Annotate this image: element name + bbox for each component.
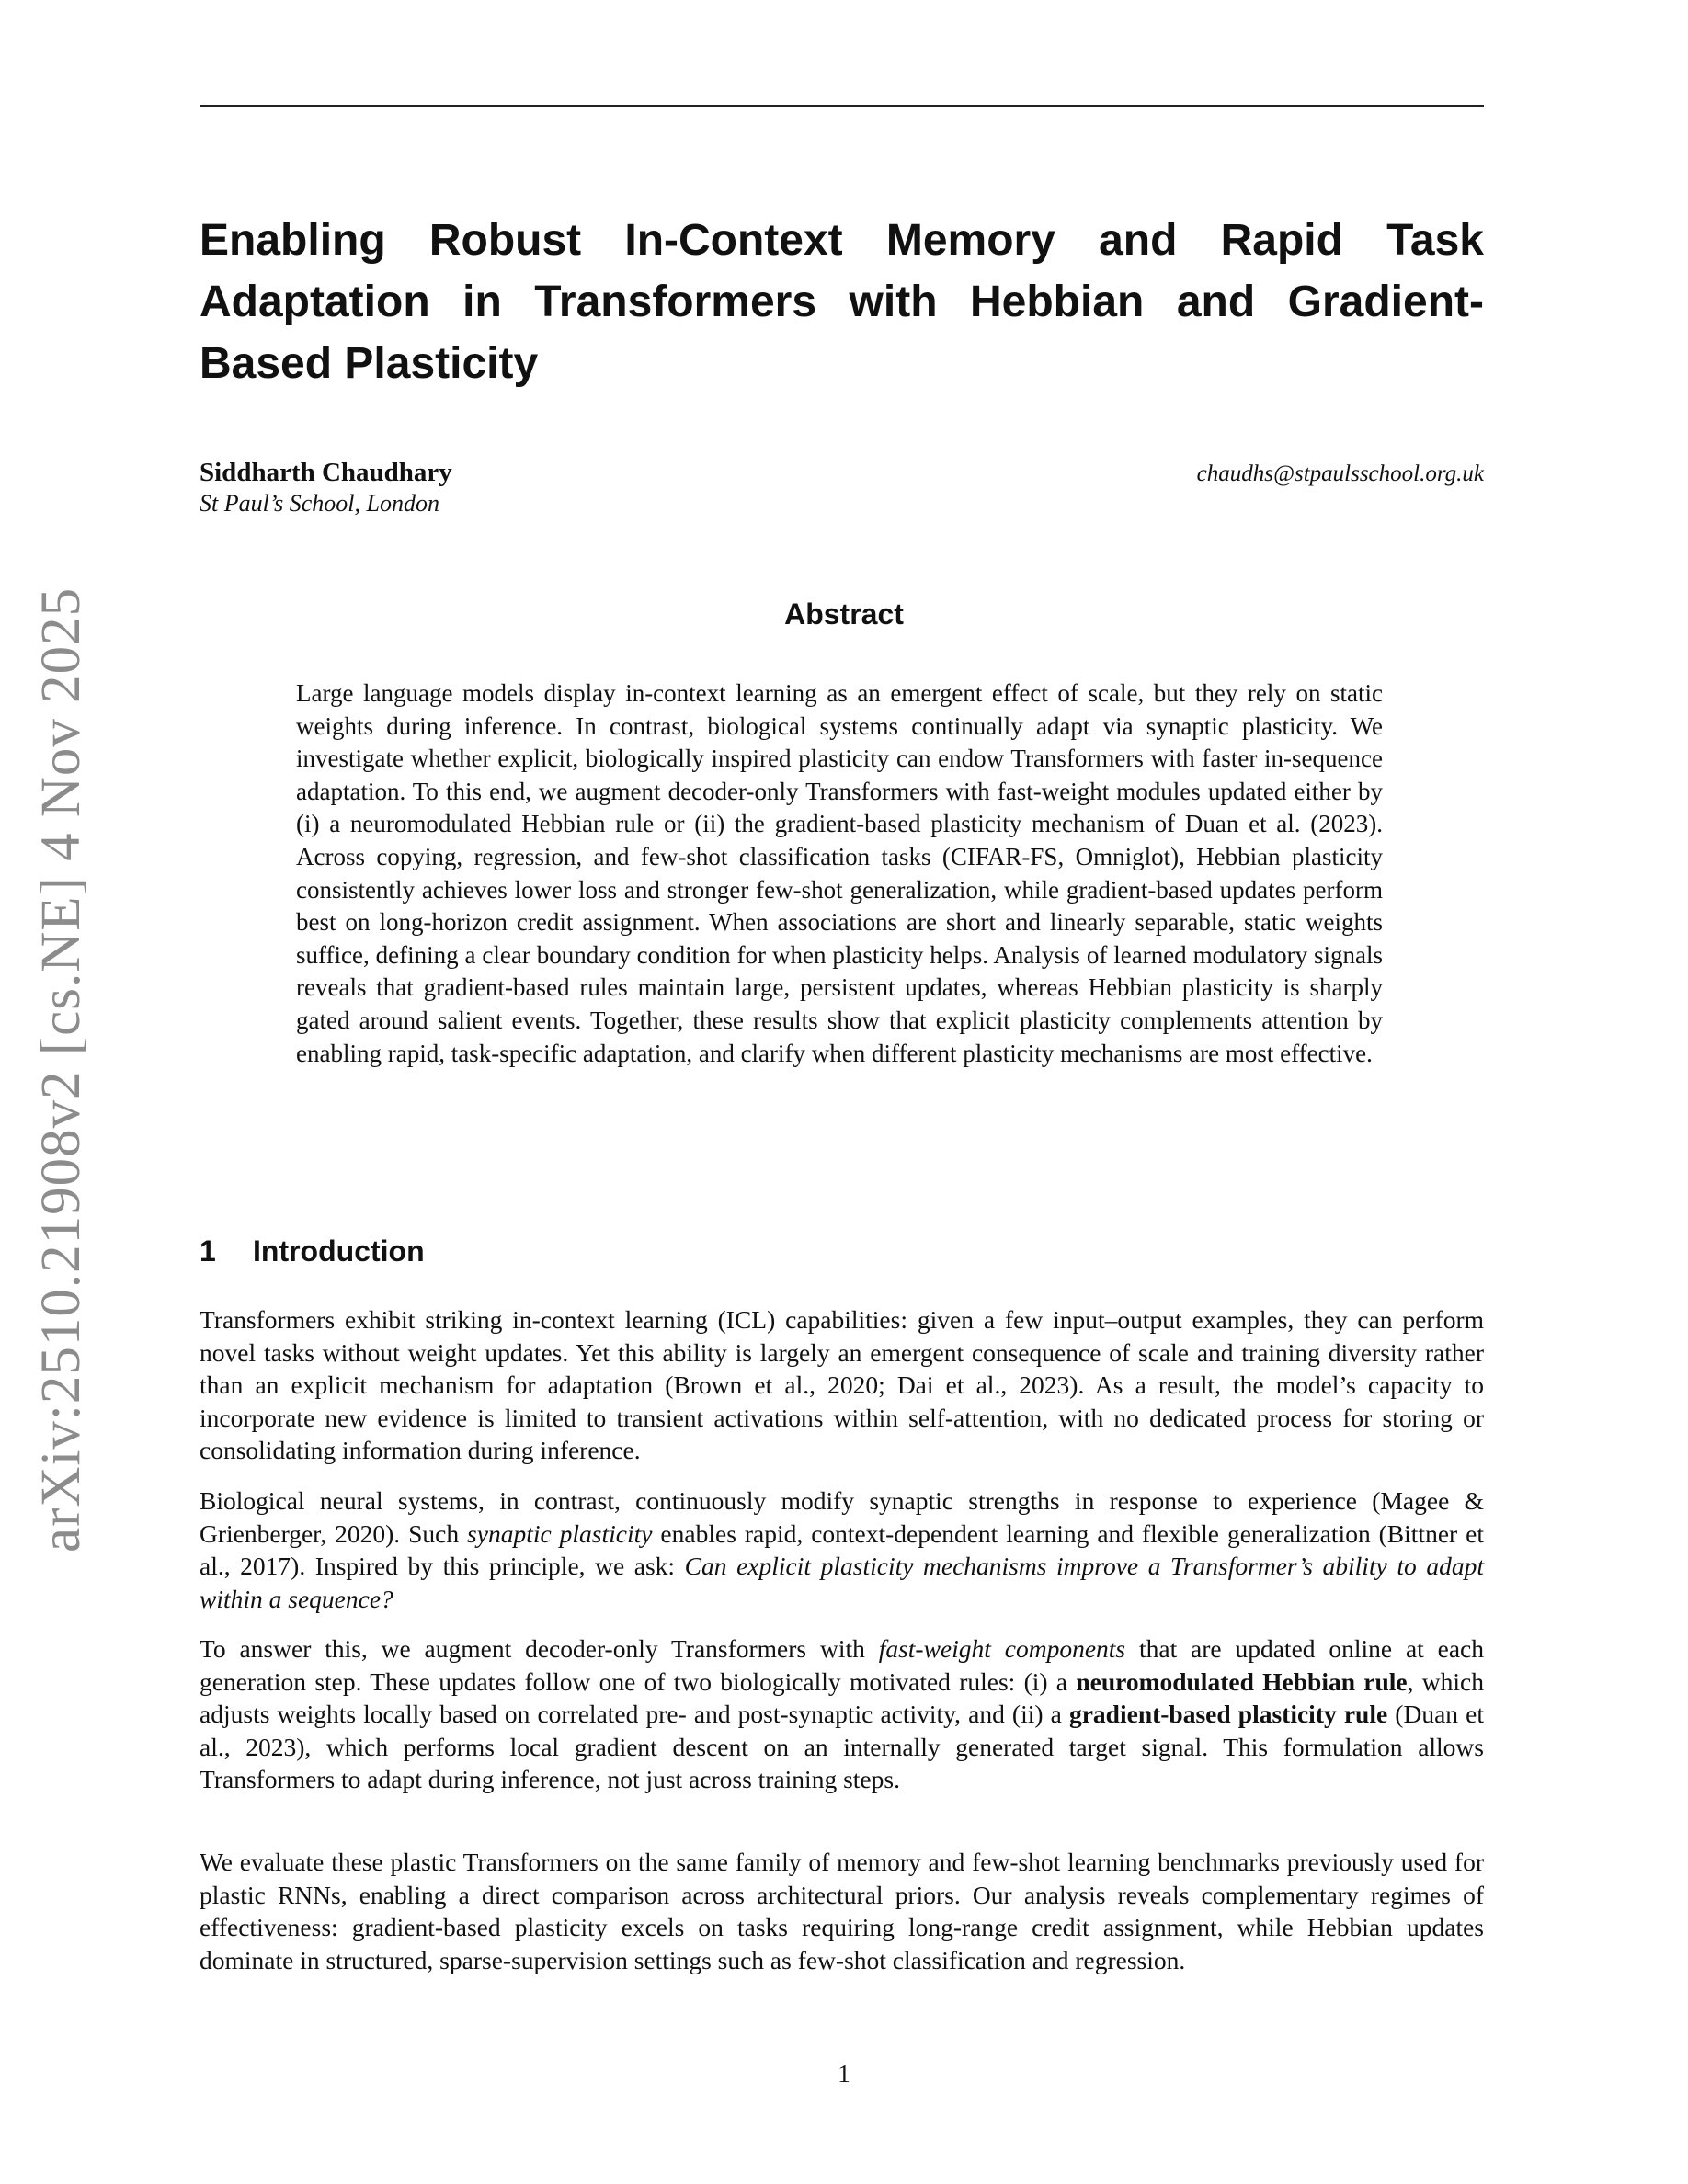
header-rule (200, 105, 1484, 107)
intro-paragraph-4: We evaluate these plastic Transformers on the same family of memory and few-shot learning benchmarks previously used for plastic RNNs, enabling a direct comparison across architectural priors. Our analysis reveals complementary regimes of effectiveness: gradient-based plasticity excels on tasks requiring long-range credit assignment, while Hebbian updates dominate in structured, sparse-supervision settings such as few-shot classification and regression. (200, 1848, 1484, 1974)
abstract-text: Large language models display in-context learning as an emergent effect of scale, but they rely on static weights during inference. In contrast, biological systems continually adapt via synaptic plasticity. We investigate whether explicit, biologically inspired plasticity can endow Transformers with faster in-sequence adaptation. To this end, we augment decoder-only Transformers with fast-weight modules updated either by (i) a neuromodulated Hebbian rule or (ii) the gradient-based plasticity mechanism of Duan et al. (2023). Across copying, regression, and few-shot classification tasks (CIFAR-FS, Omniglot), Hebbian plasticity consistently achieves lower loss and stronger few-shot generalization, while gradient-based updates perform best on long-horizon credit assignment. When associations are short and linearly separable, static weights suffice, defining a clear boundary condition for when plasticity helps. Analysis of learned modulatory signals reveals that gradient-based rules maintain large, persistent updates, whereas Hebbian plasticity is sharply gated around salient events. Together, these results show that explicit plasticity complements attention by enabling rapid, task-specific adaptation, and clarify when different plasticity mechanisms are most effective. (296, 679, 1383, 1067)
research-question: Can explicit plasticity mechanisms improve a Transformer’s ability to adapt within a sequence? (200, 1552, 1484, 1613)
paper-title: Enabling Robust In-Context Memory and Rapid Task Adaptation in Transformers with Hebbian and Gradient-Based Plasticity (200, 216, 1484, 388)
author-affiliation: St Paul’s School, London (200, 490, 439, 517)
author-name: Siddharth Chaudhary (200, 458, 452, 487)
text-run: Biological neural systems, in contrast, continuously modify synaptic strengths in response to experience (Magee & Grienberger, 2020). Such (200, 1486, 1484, 1548)
text-run: (Duan et al., 2023), which performs local gradient descent on an internally generated target signal. This formulation allows Transformers to adapt during inference, not just across training steps. (200, 1700, 1484, 1794)
text-run: To answer this, we augment decoder-only Transformers with (200, 1634, 879, 1663)
emphasis-text: fast-weight components (878, 1634, 1126, 1663)
author-email[interactable]: chaudhs@stpaulsschool.org.uk (1196, 461, 1484, 486)
page-number: 1 (838, 2060, 850, 2087)
intro-paragraph-3 (200, 1632, 1484, 1796)
intro-paragraph-1: Transformers exhibit striking in-context learning (ICL) capabilities: given a few input–output examples, they can perform novel tasks without weight updates. Yet this ability is largely an emergent consequence of scale and training diversity rather than an explicit mechanism for adaptation (Brown et al., 2020; Dai et al., 2023). As a result, the model’s capacity to incorporate new evidence is limited to transient activations within self-attention, with no dedicated process for storing or consolidating information during inference. (200, 1305, 1484, 1465)
text-run: that are updated online at each generation step. These updates follow one of two biologically motivated rules: (i) a (200, 1634, 1484, 1696)
arxiv-identifier[interactable]: arXiv:2510.21908v2 [cs.NE] 4 Nov 2025 (30, 586, 92, 1553)
bold-term: neuromodulated Hebbian rule (1076, 1666, 1408, 1696)
section-heading-introduction (200, 1234, 425, 1268)
emphasis-text: synaptic plasticity (467, 1519, 653, 1548)
abstract-heading: Abstract (784, 597, 904, 631)
intro-paragraph-2 (200, 1484, 1484, 1615)
text-run: enables rapid, context-dependent learning and flexible generalization (Bittner et al., 2017). Inspired by this principle, we ask: (200, 1519, 1484, 1581)
section-number: 1 (200, 1234, 216, 1268)
text-run: , which adjusts weights locally based on correlated pre- and post-synaptic activity, and (ii) a (200, 1666, 1485, 1729)
bold-term: gradient-based plasticity rule (1068, 1700, 1388, 1729)
section-title: Introduction (253, 1234, 425, 1268)
